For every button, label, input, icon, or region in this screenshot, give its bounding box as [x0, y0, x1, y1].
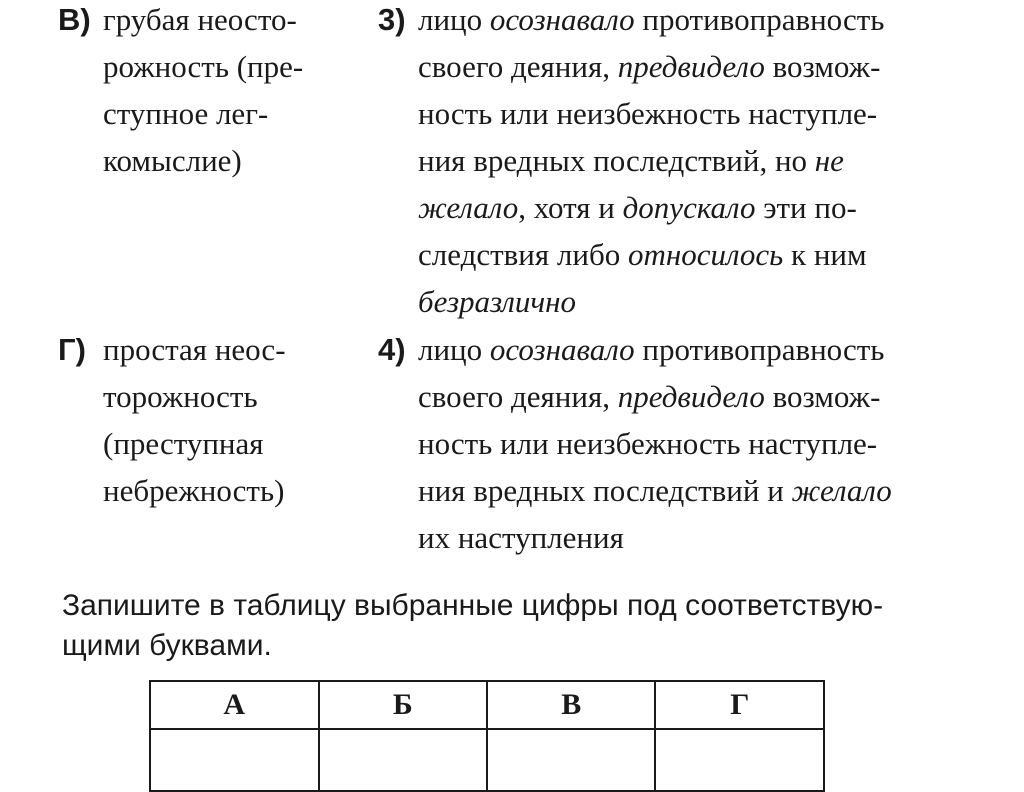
italic-segment: предвидело: [617, 49, 765, 84]
text-segment: возмож-: [764, 49, 881, 84]
description-3-line-1: [418, 0, 884, 40]
description-3-line-2: [418, 47, 880, 87]
option-marker-g: Г): [58, 332, 86, 367]
description-4-line-3: [418, 424, 877, 464]
text-segment: эти по-: [755, 190, 857, 225]
option-g-line-2: торожность: [103, 379, 258, 414]
text-segment: , хотя и: [518, 190, 623, 225]
option-g-line-1: простая неос-: [103, 332, 286, 367]
text-segment: следствия либо: [418, 237, 628, 272]
italic-segment: желало: [418, 190, 519, 225]
text-segment: ность или неизбежность наступле-: [418, 96, 878, 131]
header-cell-a: А: [150, 681, 319, 729]
option-g-line-4: небрежность): [103, 473, 285, 508]
text-segment: ность или неизбежность наступле-: [418, 426, 878, 461]
italic-segment: допускало: [622, 190, 756, 225]
answer-cell-g[interactable]: [655, 729, 824, 791]
answer-cell-a[interactable]: [150, 729, 319, 791]
option-v-line-2: рожность (пре-: [103, 49, 304, 84]
header-cell-b: Б: [319, 681, 487, 729]
option-v-line-1: грубая неосто-: [103, 2, 297, 37]
text-segment: лицо: [418, 332, 490, 367]
text-segment: своего деяния,: [418, 379, 618, 414]
description-marker-4: 4): [378, 332, 406, 367]
description-3-line-4: [418, 141, 844, 181]
text-segment: ния вредных последствий, но: [418, 143, 815, 178]
text-segment: противоправность: [634, 2, 885, 37]
italic-segment: безразлично: [418, 284, 577, 319]
instruction-line-1: Запишите в таблицу выбранные цифры под соответствую-: [62, 589, 884, 622]
text-segment: возмож-: [764, 379, 881, 414]
italic-segment: осознавало: [489, 2, 635, 37]
italic-segment: не: [814, 143, 844, 178]
description-4-line-2: [418, 377, 880, 417]
option-v-line-3: ступное лег-: [103, 96, 269, 131]
header-cell-v: В: [487, 681, 655, 729]
text-segment: ния вредных последствий и: [418, 473, 792, 508]
answer-cell-v[interactable]: [487, 729, 655, 791]
italic-segment: желало: [791, 473, 892, 508]
text-segment: противоправность: [634, 332, 885, 367]
answer-table: [149, 680, 825, 792]
text-segment: их наступления: [418, 520, 624, 555]
description-3-line-7: [418, 282, 576, 322]
description-3-line-6: [418, 235, 867, 275]
text-segment: лицо: [418, 2, 490, 37]
italic-segment: предвидело: [617, 379, 765, 414]
option-marker-v: В): [58, 2, 91, 37]
text-segment: своего деяния,: [418, 49, 618, 84]
option-v-line-4: комыслие): [103, 143, 242, 178]
description-4-line-5: [418, 518, 624, 558]
answer-table-header-row: [150, 681, 824, 729]
option-g-line-3: (преступная: [103, 426, 264, 461]
italic-segment: относилось: [627, 237, 784, 272]
description-marker-3: 3): [378, 2, 406, 37]
description-4-line-1: [418, 330, 884, 370]
text-segment: к ним: [783, 237, 867, 272]
answer-cell-b[interactable]: [319, 729, 487, 791]
header-cell-g: Г: [655, 681, 824, 729]
answer-table-input-row: [150, 729, 824, 791]
description-3-line-3: [418, 94, 877, 134]
italic-segment: осознавало: [489, 332, 635, 367]
description-3-line-5: [418, 188, 857, 228]
instruction-line-2: щими буквами.: [62, 629, 272, 662]
description-4-line-4: [418, 471, 892, 511]
